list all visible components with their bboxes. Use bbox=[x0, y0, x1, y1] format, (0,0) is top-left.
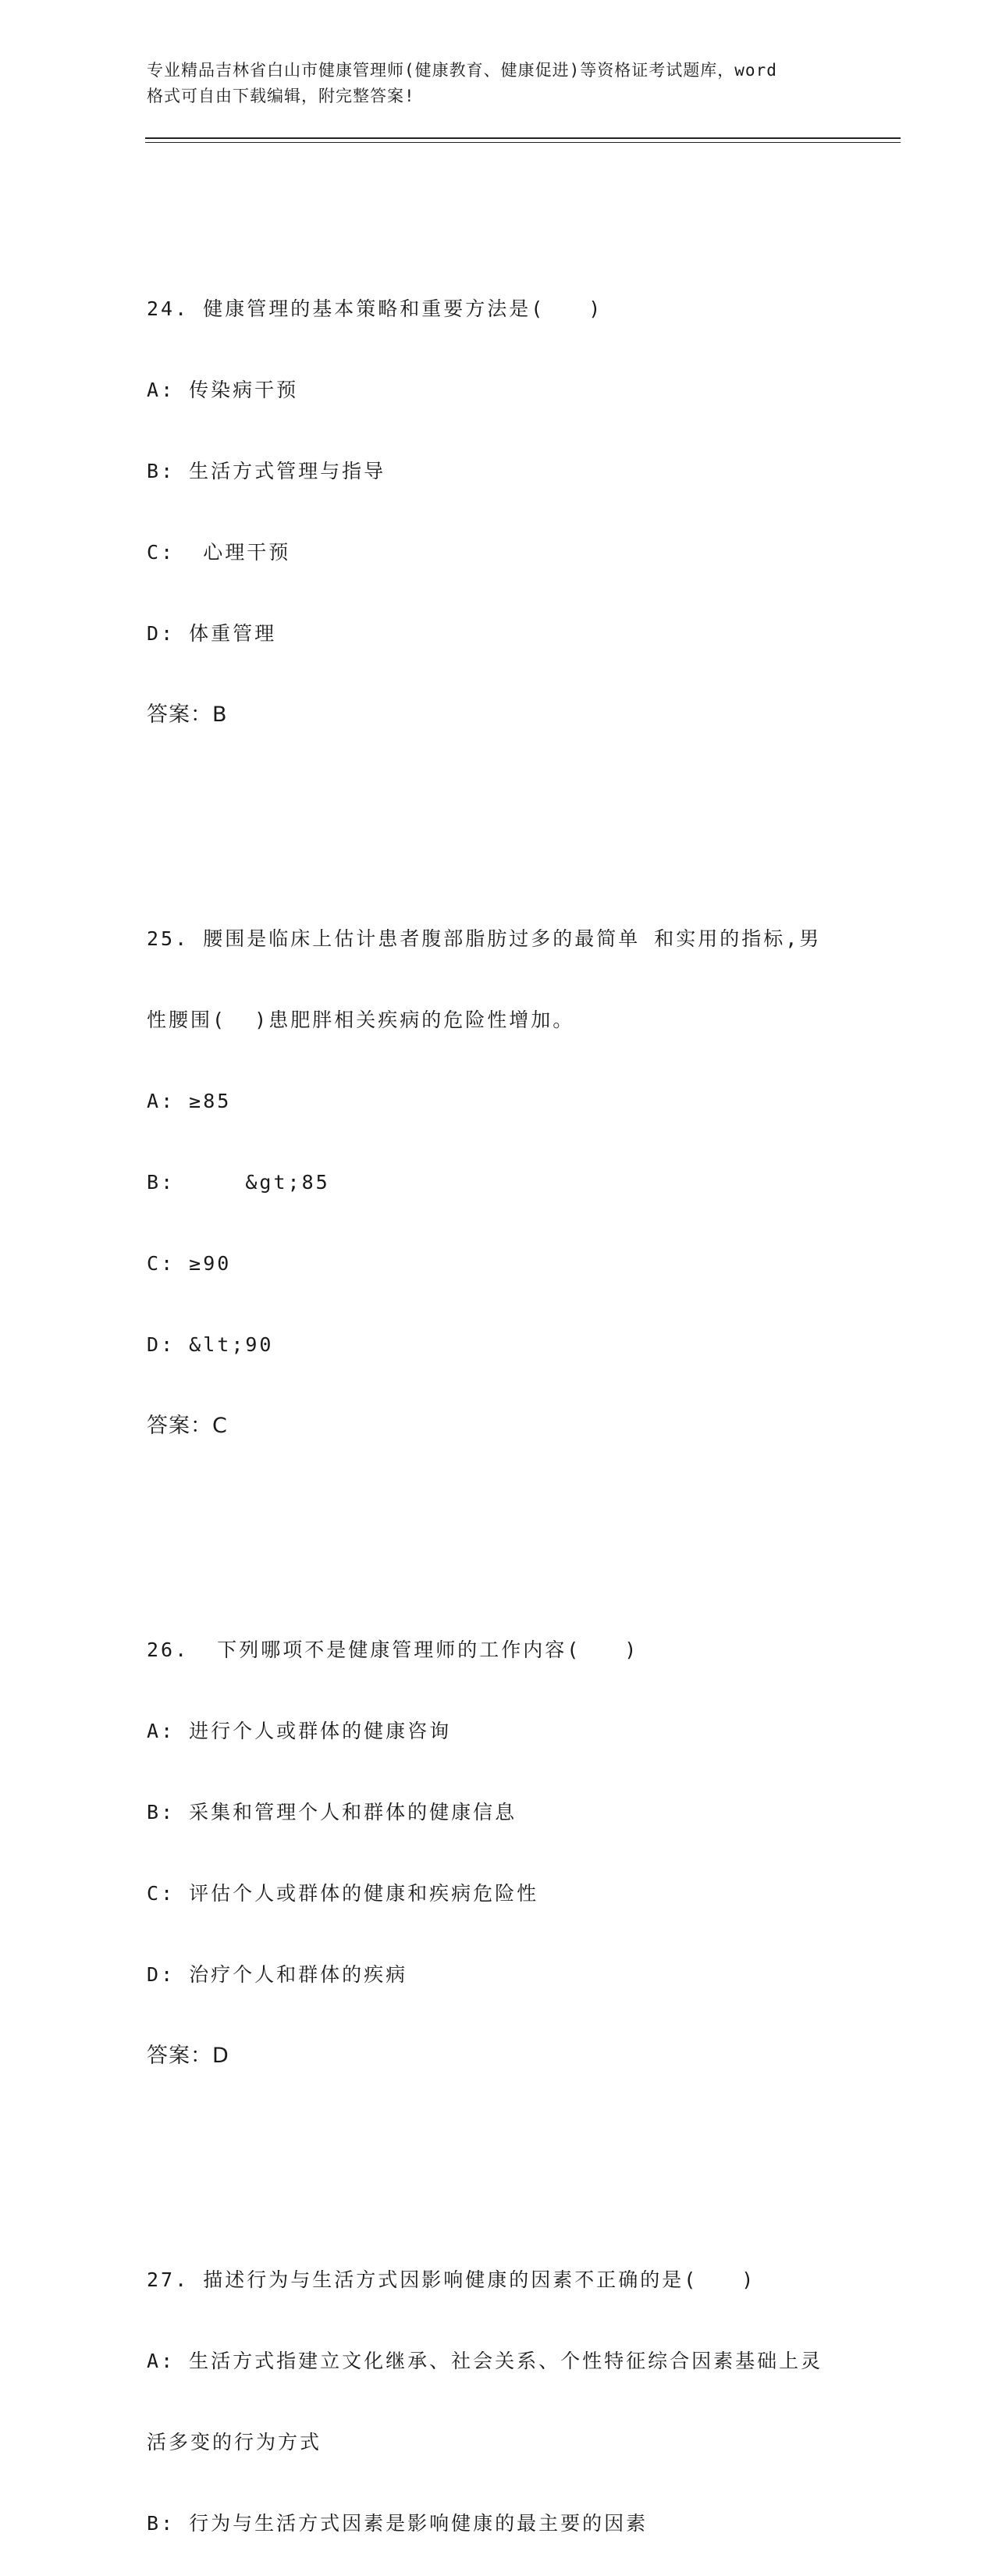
option-text: 生活方式指建立文化继承、社会关系、个性特征综合因素基础上灵 bbox=[189, 2350, 823, 2372]
question-24 bbox=[147, 246, 849, 778]
question-stem: 25. 腰围是临床上估计患者腹部脂肪过多的最简单 和实用的指标,男 bbox=[147, 927, 822, 950]
header-line-1: 专业精品吉林省白山市健康管理师(健康教育、健康促进)等资格证考试题库，word bbox=[147, 61, 777, 80]
answer-line bbox=[147, 1408, 849, 1444]
question-stem: 26. 下列哪项不是健康管理师的工作内容( ) bbox=[147, 1638, 639, 1661]
header-divider-thick bbox=[145, 137, 901, 139]
question-27 bbox=[147, 2217, 849, 2576]
option-a: A: ≥85 bbox=[147, 1090, 232, 1112]
answer-value: C bbox=[212, 1414, 228, 1438]
option-label: A bbox=[147, 379, 162, 401]
answer-line bbox=[147, 2038, 849, 2074]
option-a: A: 传染病干预 bbox=[147, 379, 299, 401]
option-b: B: 生活方式管理与指导 bbox=[147, 460, 386, 482]
option-text: 行为与生活方式因素是影响健康的最主要的因素 bbox=[189, 2512, 649, 2535]
option-c: C: 心理干预 bbox=[147, 541, 291, 564]
question-25 bbox=[147, 876, 849, 1489]
option-label: B bbox=[147, 460, 162, 482]
option-text: &lt;90 bbox=[189, 1333, 274, 1356]
option-a: A: 进行个人或群体的健康咨询 bbox=[147, 1720, 452, 1742]
document-header bbox=[147, 58, 849, 109]
question-stem-continued: 性腰围( )患肥胖相关疾病的危险性增加。 bbox=[147, 1009, 575, 1031]
option-text: &gt;85 bbox=[189, 1171, 330, 1194]
option-b: B: 行为与生活方式因素是影响健康的最主要的因素 bbox=[147, 2512, 649, 2535]
option-text: ≥90 bbox=[189, 1252, 232, 1275]
option-text: 进行个人或群体的健康咨询 bbox=[189, 1720, 452, 1742]
option-d: D: &lt;90 bbox=[147, 1333, 274, 1356]
option-label: D bbox=[147, 1333, 162, 1356]
option-text: ≥85 bbox=[189, 1090, 232, 1112]
question-list bbox=[147, 178, 849, 2576]
option-text: 生活方式管理与指导 bbox=[189, 460, 386, 482]
question-stem: 27. 描述行为与生活方式因影响健康的因素不正确的是( ) bbox=[147, 2268, 756, 2291]
option-c: C: 评估个人或群体的健康和疾病危险性 bbox=[147, 1882, 539, 1905]
option-label: B bbox=[147, 1171, 162, 1194]
option-c: C: ≥90 bbox=[147, 1252, 232, 1275]
header-line-2: 格式可自由下载编辑，附完整答案! bbox=[147, 87, 415, 105]
question-stem: 24. 健康管理的基本策略和重要方法是( ) bbox=[147, 297, 603, 320]
answer-label: 答案： bbox=[147, 703, 212, 727]
option-a-continued: 活多变的行为方式 bbox=[147, 2431, 322, 2453]
option-text: 采集和管理个人和群体的健康信息 bbox=[189, 1801, 517, 1823]
option-b: B: &gt;85 bbox=[147, 1171, 330, 1194]
header-divider-thin bbox=[145, 142, 901, 143]
option-label: B bbox=[147, 2512, 162, 2535]
option-label: A bbox=[147, 1720, 162, 1742]
question-26 bbox=[147, 1587, 849, 2119]
option-label: B bbox=[147, 1801, 162, 1823]
answer-label: 答案： bbox=[147, 1414, 212, 1438]
answer-label: 答案： bbox=[147, 2044, 212, 2068]
option-d: D: 体重管理 bbox=[147, 622, 277, 645]
answer-value: D bbox=[212, 2044, 229, 2068]
option-label: A bbox=[147, 2350, 162, 2372]
option-label: C bbox=[147, 1882, 162, 1905]
option-label: C bbox=[147, 1252, 162, 1275]
option-text: 传染病干预 bbox=[189, 379, 299, 401]
option-label: D bbox=[147, 1963, 162, 1986]
option-label: C bbox=[147, 541, 162, 564]
option-a: A: 生活方式指建立文化继承、社会关系、个性特征综合因素基础上灵 bbox=[147, 2350, 823, 2372]
answer-value: B bbox=[212, 703, 228, 727]
option-text: 体重管理 bbox=[189, 622, 277, 645]
option-text: 评估个人或群体的健康和疾病危险性 bbox=[189, 1882, 539, 1905]
option-text: 治疗个人和群体的疾病 bbox=[189, 1963, 408, 1986]
option-b: B: 采集和管理个人和群体的健康信息 bbox=[147, 1801, 517, 1823]
option-label: D bbox=[147, 622, 162, 645]
option-label: A bbox=[147, 1090, 162, 1112]
answer-line bbox=[147, 697, 849, 733]
option-d: D: 治疗个人和群体的疾病 bbox=[147, 1963, 408, 1986]
option-text: 心理干预 bbox=[189, 541, 291, 564]
